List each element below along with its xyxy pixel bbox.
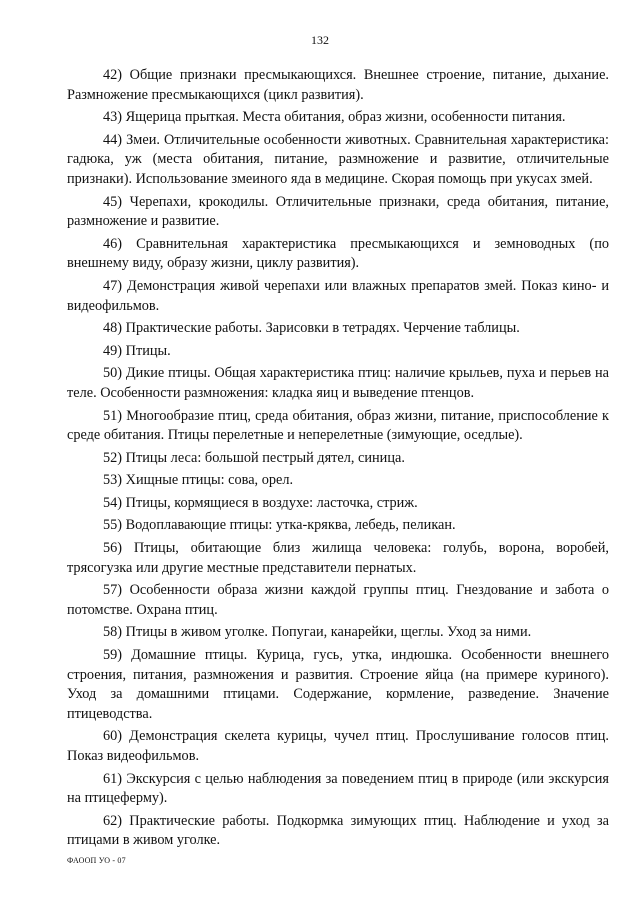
list-item: 57) Особенности образа жизни каждой группы птиц. Гнездование и забота о потомстве. Охрана птиц.: [67, 582, 609, 618]
list-item: 51) Многообразие птиц, среда обитания, образ жизни, питание, приспособление к среде обитания. Птицы перелетные и неперелетные (зимующие, оседлые).: [67, 407, 609, 444]
list-item: 48) Практические работы. Зарисовки в тетрадях. Черчение таблицы.: [103, 320, 520, 337]
list-item: 47) Демонстрация живой черепахи или влажных препаратов змей. Показ кино- и видеофильмов.: [67, 277, 609, 314]
footer-code: ФАООП УО - 07: [67, 856, 126, 865]
list-item: 55) Водоплавающие птицы: утка-кряква, лебедь, пеликан.: [103, 517, 456, 534]
list-item: 60) Демонстрация скелета курицы, чучел птиц. Прослушивание голосов птиц. Показ видеофильмов.: [67, 728, 609, 764]
list-item: 61) Экскурсия с целью наблюдения за поведением птиц в природе (или экскурсия на птицеферму).: [67, 770, 609, 807]
list-item: 42) Общие признаки пресмыкающихся. Внешнее строение, питание, дыхание. Размножение пресмыкающихся (цикл развития).: [67, 67, 609, 103]
list-item: 45) Черепахи, крокодилы. Отличительные признаки, среда обитания, питание, размножение и развитие.: [67, 193, 609, 230]
list-item: 54) Птицы, кормящиеся в воздухе: ласточка, стриж.: [103, 494, 418, 511]
list-item: 58) Птицы в живом уголке. Попугаи, канарейки, щеглы. Уход за ними.: [103, 624, 532, 641]
list-item: 59) Домашние птицы. Курица, гусь, утка, индюшка. Особенности внешнего строения, питания, размножения и развития. Строение яйца (на примере куриного). Уход за домашними птицами. Содержание, кормление, разведение. Значение птицеводства.: [67, 647, 609, 722]
list-item: 44) Змеи. Отличительные особенности животных. Сравнительная характеристика: гадюка, уж (места обитания, питание, размножение и развитие, отличительные признаки). Использование змеиного яда в медицине. Скорая помощь при укусах змей.: [67, 131, 609, 187]
document-body: [67, 66, 609, 854]
list-item: 62) Практические работы. Подкормка зимующих птиц. Наблюдение и уход за птицами в живом уголке.: [67, 812, 609, 849]
list-item: 46) Сравнительная характеристика пресмыкающихся и земноводных (по внешнему виду, образу жизни, циклу развития).: [67, 235, 609, 272]
list-item: 53) Хищные птицы: сова, орел.: [103, 472, 294, 489]
page-number: 132: [311, 33, 329, 47]
list-item: 52) Птицы леса: большой пестрый дятел, синица.: [103, 449, 405, 466]
list-item: 49) Птицы.: [103, 342, 171, 359]
list-item: 50) Дикие птицы. Общая характеристика птиц: наличие крыльев, пуха и перьев на теле. Особенности размножения: кладка яиц и выведение птенцов.: [67, 365, 609, 401]
list-item: 43) Ящерица прыткая. Места обитания, образ жизни, особенности питания.: [103, 109, 566, 126]
list-item: 56) Птицы, обитающие близ жилища человека: голубь, ворона, воробей, трясогузка или другие местные представители пернатых.: [67, 540, 609, 576]
